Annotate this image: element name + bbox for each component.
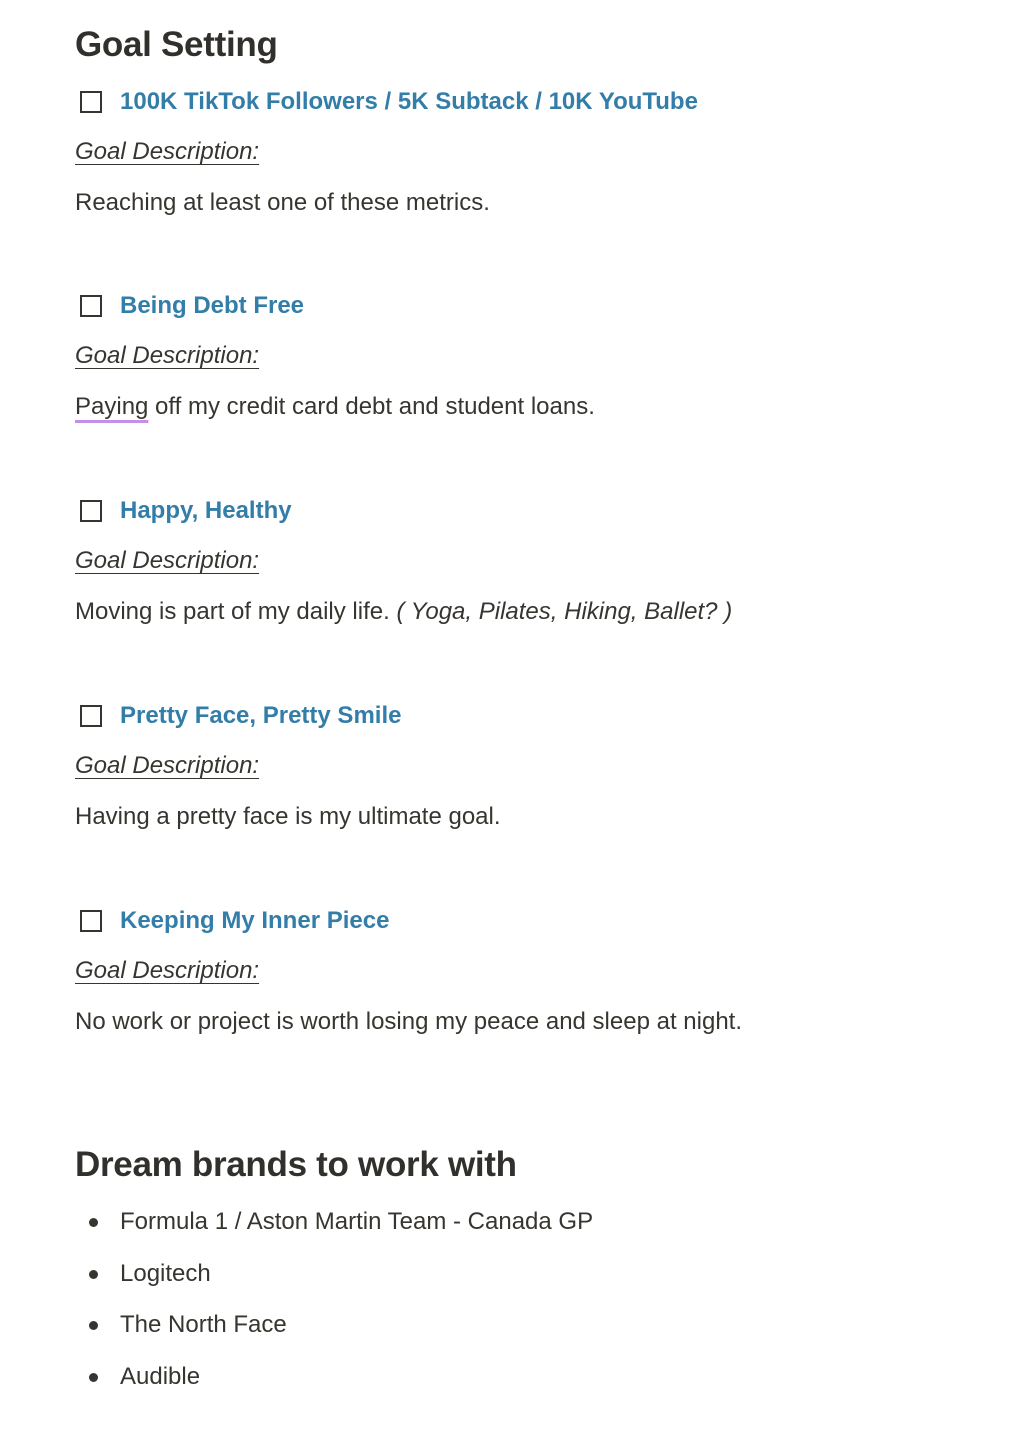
list-item-text: The North Face	[120, 1311, 287, 1338]
list-item-text: Logitech	[120, 1259, 211, 1287]
goal-description-text[interactable]	[75, 803, 501, 831]
goal-description-label: Goal Description:	[75, 752, 260, 779]
goal-description-label: Goal Description:	[75, 138, 260, 165]
goal-setting-heading: Goal Setting	[75, 25, 278, 64]
goal-description-text[interactable]	[75, 189, 490, 217]
bullet-icon	[89, 1373, 98, 1382]
goal-title-link[interactable]: Keeping My Inner Piece	[120, 907, 390, 934]
todo-checkbox[interactable]	[80, 500, 102, 522]
goal-description-label: Goal Description:	[75, 342, 260, 369]
goal-title-link[interactable]: Happy, Healthy	[120, 497, 292, 524]
todo-checkbox-wrapper[interactable]	[80, 88, 102, 116]
goal-title-link[interactable]: Pretty Face, Pretty Smile	[120, 702, 402, 729]
bullet-icon	[89, 1270, 98, 1279]
todo-checkbox-wrapper[interactable]	[80, 292, 102, 320]
goal-description-text[interactable]	[75, 598, 732, 626]
goal-description-text-content: No work or project is worth losing my peace and sleep at night.	[75, 1008, 742, 1035]
todo-checkbox[interactable]	[80, 295, 102, 317]
goal-description-text-content: Having a pretty face is my ultimate goal.	[75, 803, 501, 830]
goal-title-link[interactable]: 100K TikTok Followers / 5K Subtack / 10K YouTube	[120, 88, 698, 115]
bullet-icon	[89, 1321, 98, 1330]
list-item-text: Formula 1 / Aston Martin Team - Canada GP	[120, 1208, 594, 1235]
todo-checkbox-wrapper[interactable]	[80, 497, 102, 525]
spellcheck-flagged-word[interactable]: Paying	[75, 393, 149, 420]
todo-checkbox[interactable]	[80, 91, 102, 113]
list-item-text: Audible	[120, 1362, 201, 1390]
goal-title-link[interactable]: Being Debt Free	[120, 292, 305, 319]
goal-description-text[interactable]	[75, 393, 595, 421]
goal-description-text-content: Moving is part of my daily life.	[75, 598, 397, 625]
goal-description-label: Goal Description:	[75, 547, 260, 574]
goal-description-italic: ( Yoga, Pilates, Hiking, Ballet? )	[396, 598, 733, 625]
todo-checkbox[interactable]	[80, 705, 102, 727]
goal-description-text[interactable]	[75, 1008, 742, 1036]
goal-description-text-content: Reaching at least one of these metrics.	[75, 189, 490, 216]
todo-checkbox-wrapper[interactable]	[80, 702, 102, 730]
bullet-icon	[89, 1218, 98, 1227]
goal-description-text-content: off my credit card debt and student loans.	[148, 393, 595, 420]
todo-checkbox[interactable]	[80, 910, 102, 932]
goal-description-label: Goal Description:	[75, 957, 260, 984]
dream-brands-heading: Dream brands to work with	[75, 1145, 517, 1184]
todo-checkbox-wrapper[interactable]	[80, 907, 102, 935]
